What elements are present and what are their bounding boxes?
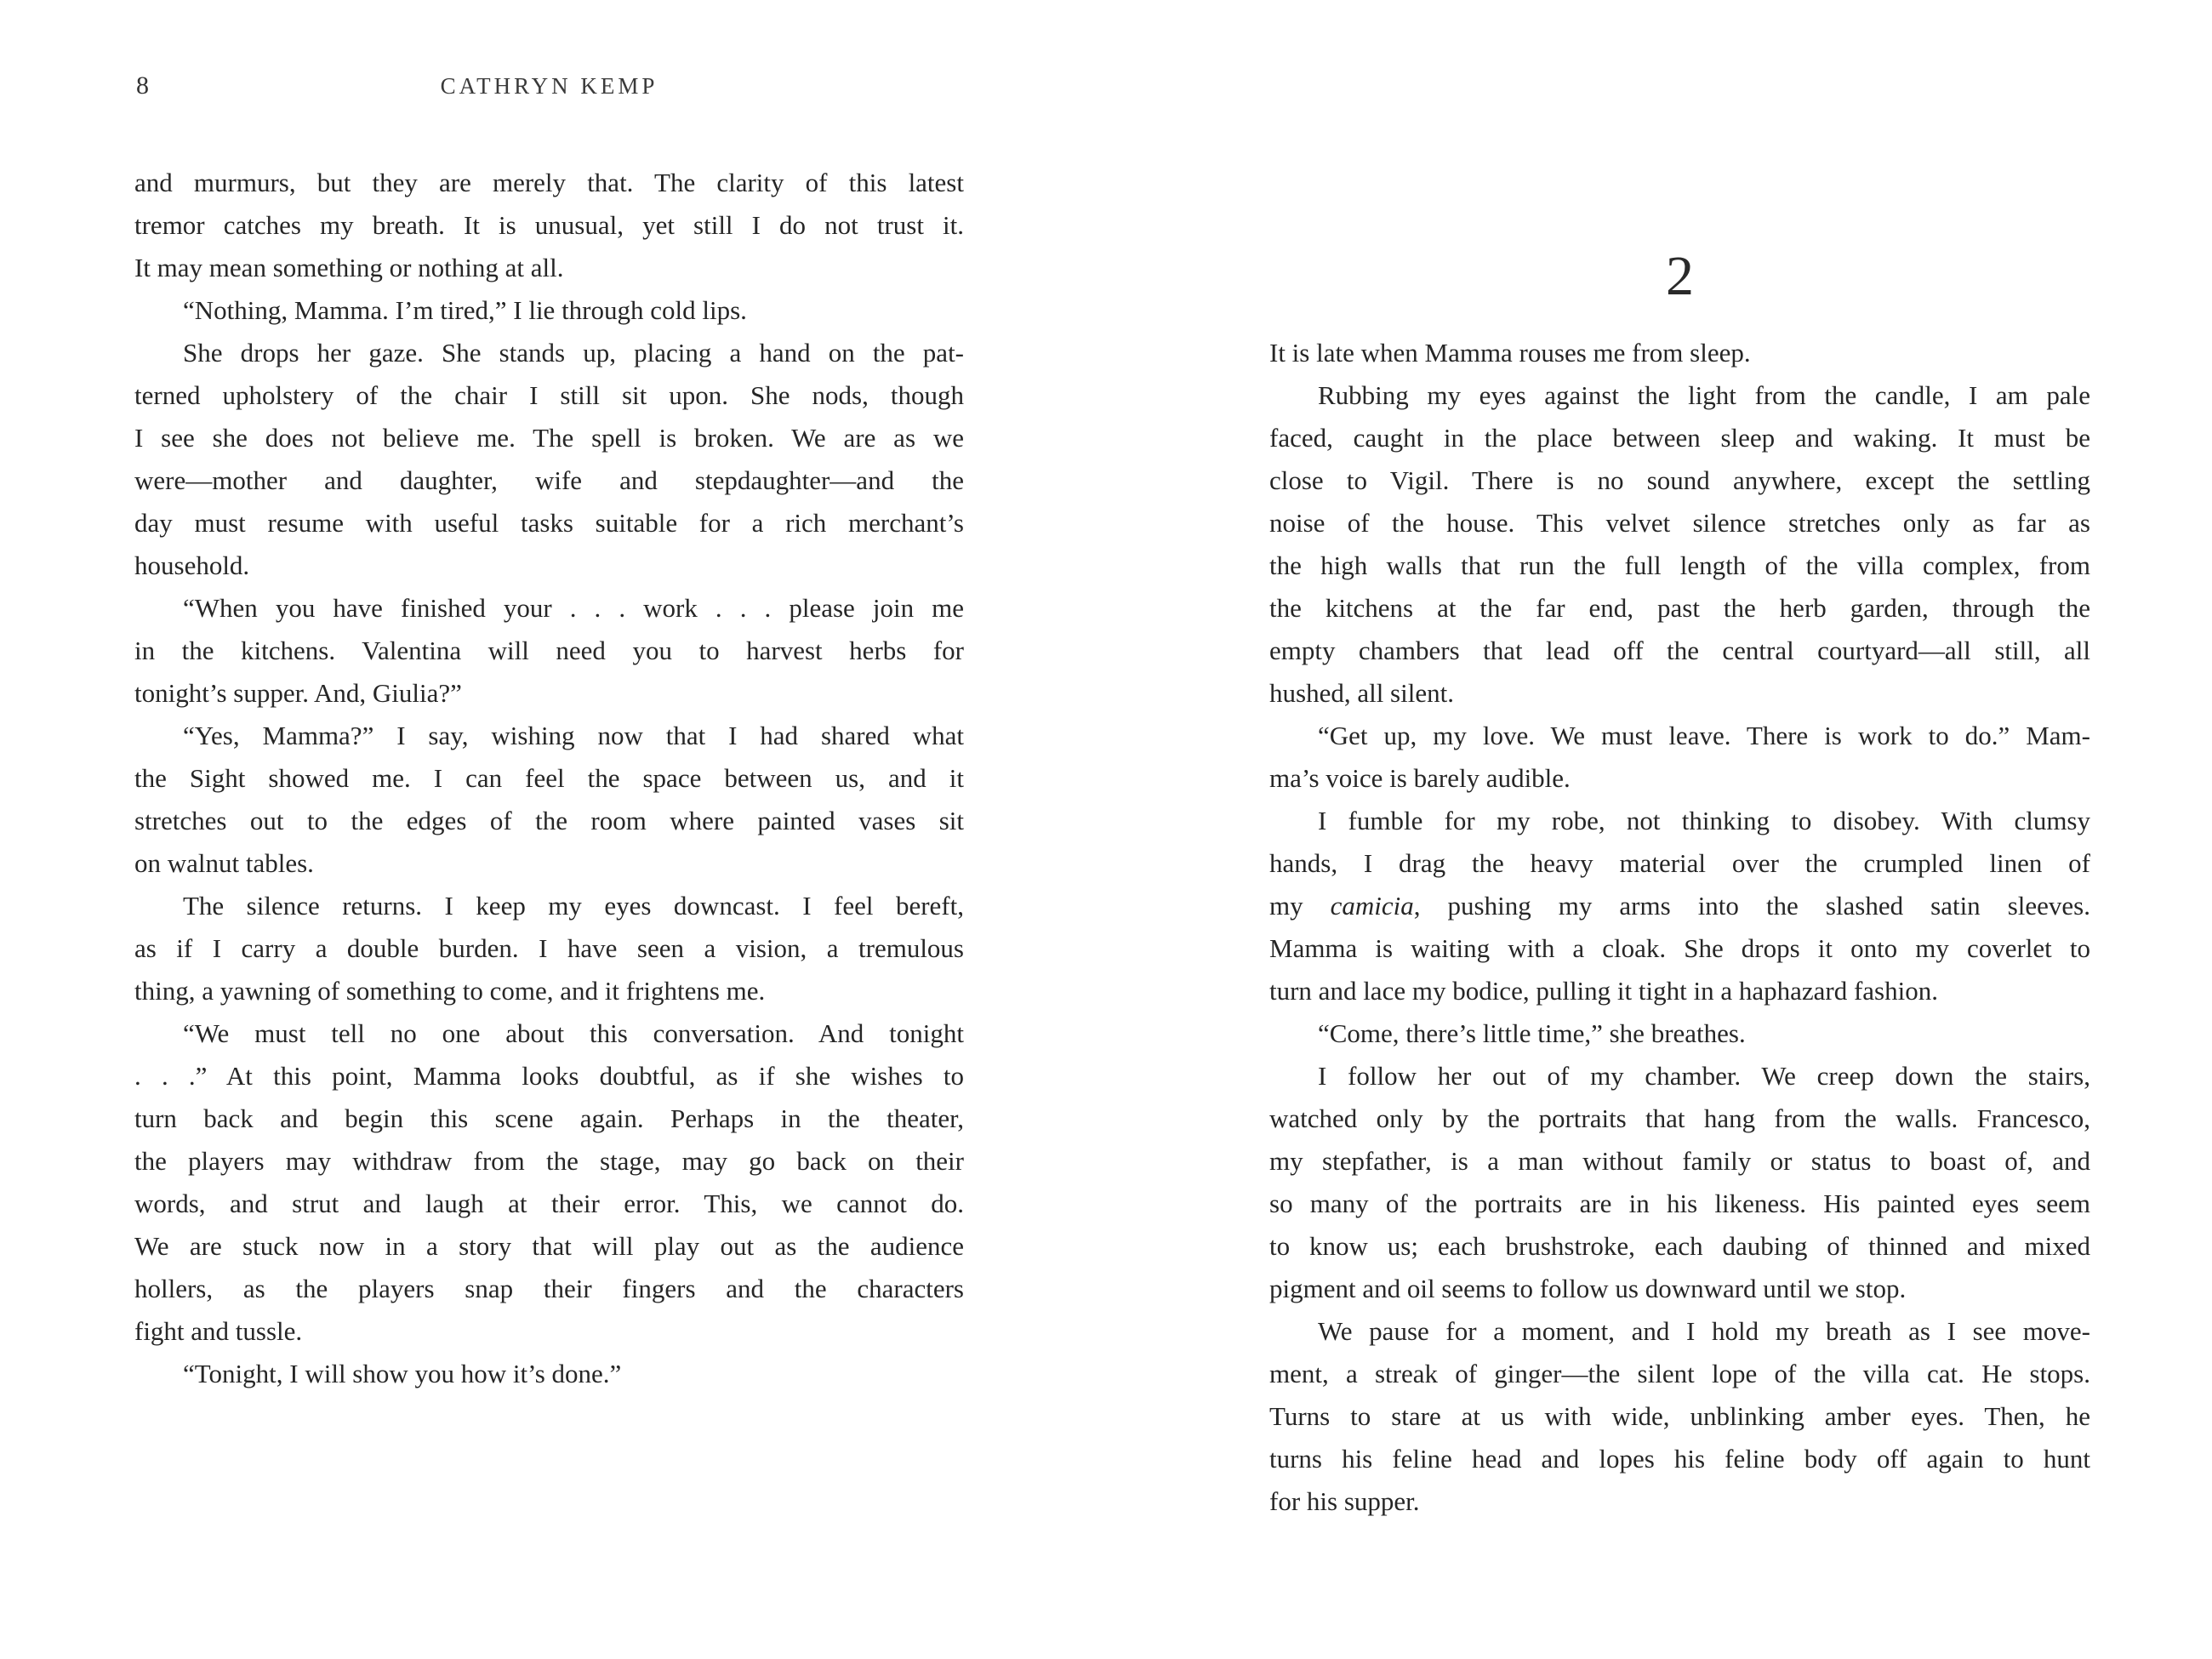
text-line: on walnut tables. — [134, 848, 314, 878]
text-line: tonight’s supper. And, Giulia?” — [134, 678, 462, 708]
text-line: and murmurs, but they are merely that. The clarity of this latest — [134, 168, 964, 197]
paragraph — [1269, 715, 2090, 800]
running-header-title: CATHRYN KEMP — [440, 73, 658, 99]
text-line: empty chambers that lead off the central courtyard—all still, all — [1269, 636, 2090, 665]
text-line: turn back and begin this scene again. Perhaps in the theater, — [134, 1103, 964, 1133]
text-line: I see she does not believe me. The spell is broken. We are as we — [134, 423, 964, 453]
paragraph — [1269, 374, 2090, 715]
text-line: for his supper. — [1269, 1486, 1420, 1516]
text-line: Rubbing my eyes against the light from the candle, I am pale — [1318, 380, 2090, 410]
text-line: terned upholstery of the chair I still sit upon. She nods, though — [134, 380, 964, 410]
text-line: Turns to stare at us with wide, unblinking amber eyes. Then, he — [1269, 1401, 2090, 1431]
text-line: hands, I drag the heavy material over the crumpled linen of — [1269, 848, 2090, 878]
text-line: pigment and oil seems to follow us downward until we stop. — [1269, 1274, 1907, 1303]
paragraph — [134, 162, 964, 289]
text-line: as if I carry a double burden. I have seen a vision, a tremulous — [134, 933, 964, 963]
text-line: hollers, as the players snap their fingers and the characters — [134, 1274, 964, 1303]
text-line: We are stuck now in a story that will play out as the audience — [134, 1231, 964, 1261]
paragraph — [134, 587, 964, 715]
text-line: The silence returns. I keep my eyes downcast. I feel bereft, — [183, 891, 964, 921]
paragraph — [134, 885, 964, 1012]
text-line: so many of the portraits are in his likeness. His painted eyes seem — [1269, 1189, 2090, 1218]
chapter-number: 2 — [1666, 245, 1694, 307]
running-header — [134, 71, 964, 105]
text-line: . . .” At this point, Mamma looks doubtful, as if she wishes to — [134, 1061, 964, 1091]
paragraph — [134, 715, 964, 885]
paragraph — [134, 1353, 964, 1395]
text-line: ma’s voice is barely audible. — [1269, 763, 1571, 793]
paragraph — [1269, 1012, 2090, 1055]
text-line: turns his feline head and lopes his feline body off again to hunt — [1269, 1444, 2090, 1474]
text-line: were—mother and daughter, wife and stepdaughter—and the — [134, 465, 964, 495]
paragraph — [1269, 1055, 2090, 1310]
paragraph — [1269, 800, 2090, 1012]
text-line: I fumble for my robe, not thinking to disobey. With clumsy — [1318, 806, 2090, 835]
text-line: day must resume with useful tasks suitable for a rich merchant’s — [134, 508, 964, 538]
text-line: “Come, there’s little time,” she breathes. — [1318, 1018, 1746, 1048]
text-line: the Sight showed me. I can feel the space between us, and it — [134, 763, 964, 793]
text-line: in the kitchens. Valentina will need you to harvest herbs for — [134, 636, 964, 665]
text-line: We pause for a moment, and I hold my breath as I see move- — [1318, 1316, 2090, 1346]
text-line: to know us; each brushstroke, each daubing of thinned and mixed — [1269, 1231, 2090, 1261]
text-line: I follow her out of my chamber. We creep down the stairs, — [1318, 1061, 2090, 1091]
text-line: It is late when Mamma rouses me from sleep. — [1269, 338, 1751, 368]
text-line: close to Vigil. There is no sound anywhere, except the settling — [1269, 465, 2090, 495]
text-line: thing, a yawning of something to come, and it frightens me. — [134, 976, 766, 1006]
text-line: fight and tussle. — [134, 1316, 303, 1346]
text-line: the kitchens at the far end, past the herb garden, through the — [1269, 593, 2090, 623]
text-line: Mamma is waiting with a cloak. She drops it onto my coverlet to — [1269, 933, 2090, 963]
text-line: “Get up, my love. We must leave. There is work to do.” Mam- — [1318, 721, 2090, 750]
text-line: “Yes, Mamma?” I say, wishing now that I had shared what — [183, 721, 964, 750]
text-line: watched only by the portraits that hang from the walls. Francesco, — [1269, 1103, 2090, 1133]
text-line: “Nothing, Mamma. I’m tired,” I lie through cold lips. — [183, 295, 747, 325]
text-line: household. — [134, 550, 250, 580]
text-line: faced, caught in the place between sleep and waking. It must be — [1269, 423, 2090, 453]
text-line: noise of the house. This velvet silence stretches only as far as — [1269, 508, 2090, 538]
text-line: my stepfather, is a man without family or status to boast of, and — [1269, 1146, 2090, 1176]
right-page-text — [1269, 332, 2090, 1523]
text-line: She drops her gaze. She stands up, placing a hand on the pat- — [183, 338, 964, 368]
text-line: It may mean something or nothing at all. — [134, 253, 564, 282]
paragraph — [134, 1012, 964, 1353]
paragraph — [1269, 1310, 2090, 1523]
text-line: ment, a streak of ginger—the silent lope of the villa cat. He stops. — [1269, 1359, 2090, 1388]
text-line: the players may withdraw from the stage, may go back on their — [134, 1146, 964, 1176]
text-line: stretches out to the edges of the room where painted vases sit — [134, 806, 964, 835]
paragraph — [134, 332, 964, 587]
text-line: “We must tell no one about this conversation. And tonight — [183, 1018, 964, 1048]
text-line: words, and strut and laugh at their error. This, we cannot do. — [134, 1189, 964, 1218]
text-line: “When you have finished your . . . work . . . please join me — [183, 593, 964, 623]
text-line: the high walls that run the full length of the villa complex, from — [1269, 550, 2090, 580]
text-line: hushed, all silent. — [1269, 678, 1454, 708]
right-page — [1269, 0, 2090, 1659]
text-line: “Tonight, I will show you how it’s done.” — [183, 1359, 622, 1388]
page-number: 8 — [136, 71, 149, 100]
text-line: my camicia, pushing my arms into the slashed satin sleeves. — [1269, 891, 2090, 921]
paragraph — [1269, 332, 2090, 374]
text-line: turn and lace my bodice, pulling it tight in a haphazard fashion. — [1269, 976, 1938, 1006]
text-line: tremor catches my breath. It is unusual, yet still I do not trust it. — [134, 210, 964, 240]
left-page-text — [134, 162, 964, 1395]
paragraph — [134, 289, 964, 332]
left-page — [134, 0, 964, 1659]
